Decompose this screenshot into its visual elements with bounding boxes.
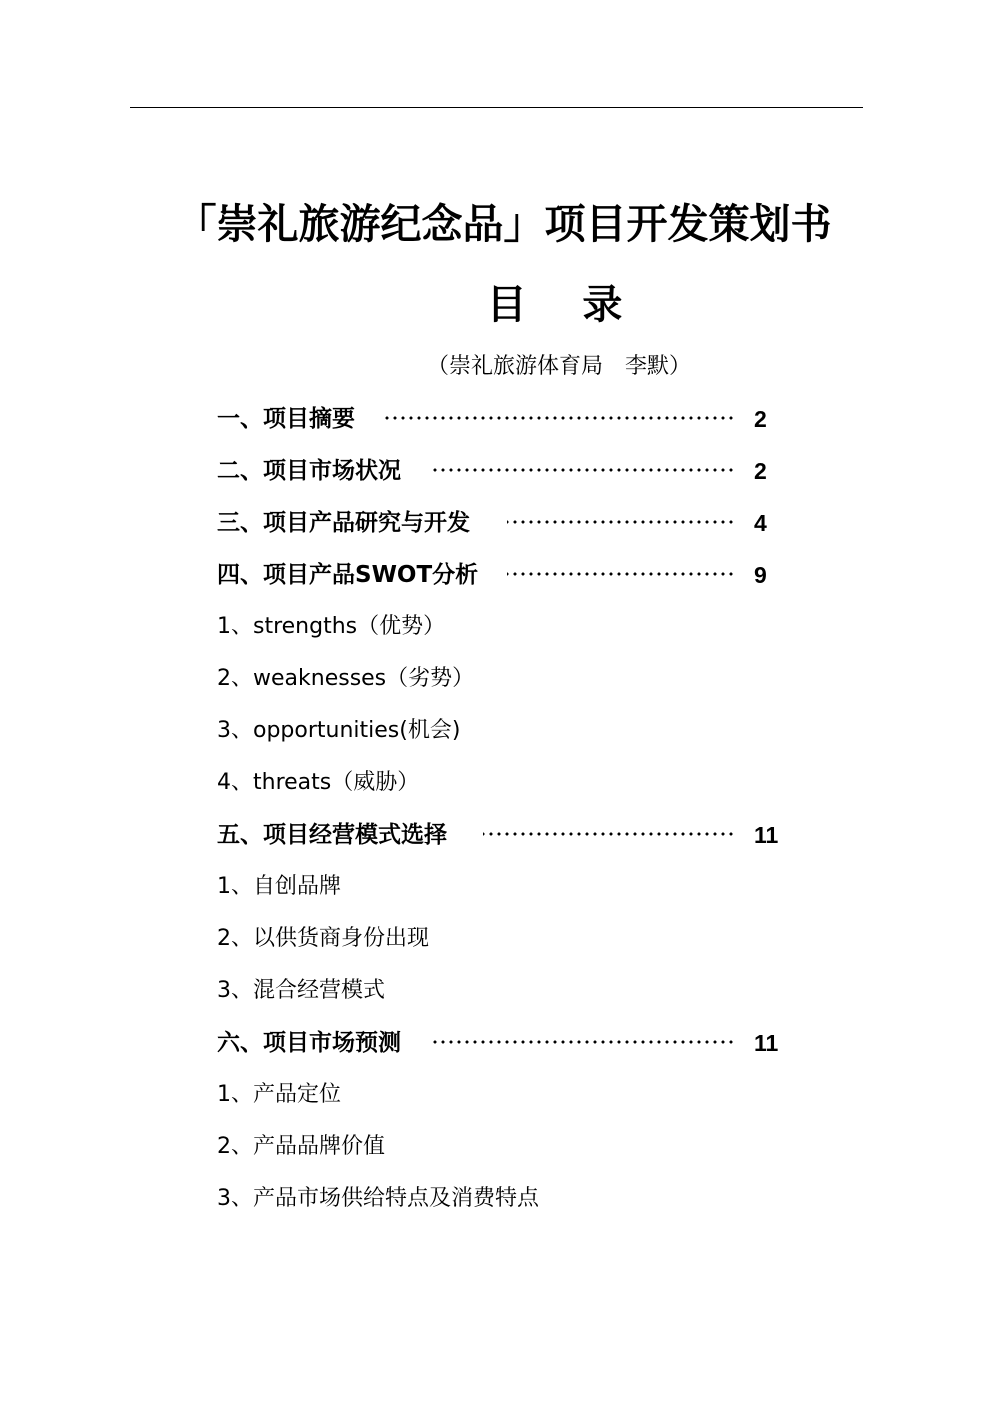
toc-subentry-5-1[interactable] bbox=[217, 870, 341, 904]
toc-page-number: 11 bbox=[754, 1030, 779, 1056]
toc-entry-label: 六、项目市场预测 bbox=[217, 1030, 401, 1056]
toc-dot-leader bbox=[383, 416, 735, 420]
toc-entry-4[interactable] bbox=[217, 558, 792, 592]
toc-subentry-label: 2、weaknesses（劣势） bbox=[217, 666, 475, 691]
toc-dot-leader bbox=[507, 520, 735, 524]
toc-entry-1[interactable] bbox=[217, 402, 792, 436]
toc-subentry-label: 1、strengths（优势） bbox=[217, 614, 446, 639]
toc-subentry-5-2[interactable] bbox=[217, 922, 429, 956]
toc-dot-leader bbox=[483, 832, 735, 836]
toc-page-number: 2 bbox=[754, 406, 767, 432]
toc-subentry-6-1[interactable] bbox=[217, 1078, 341, 1112]
toc-subentry-label: 1、自创品牌 bbox=[217, 874, 341, 899]
toc-dot-leader bbox=[431, 468, 735, 472]
toc-subentry-4-2[interactable] bbox=[217, 662, 474, 696]
toc-dot-leader bbox=[507, 572, 735, 576]
toc-page-number: 11 bbox=[754, 822, 779, 848]
document-title: 「崇礼旅游纪念品」项目开发策划书 bbox=[175, 200, 832, 248]
toc-heading: 目 录 bbox=[486, 282, 623, 328]
toc-page-number: 9 bbox=[754, 562, 767, 588]
toc-entry-3[interactable] bbox=[217, 506, 792, 540]
toc-subentry-label: 2、产品品牌价值 bbox=[217, 1134, 385, 1159]
toc-subentry-label: 3、产品市场供给特点及消费特点 bbox=[217, 1186, 539, 1211]
toc-subentry-4-4[interactable] bbox=[217, 766, 419, 800]
header-rule bbox=[130, 107, 863, 108]
author-line: （崇礼旅游体育局 李默） bbox=[427, 354, 692, 379]
toc-subentry-5-3[interactable] bbox=[217, 974, 385, 1008]
toc-entry-2[interactable] bbox=[217, 454, 792, 488]
toc-entry-label: 三、项目产品研究与开发 bbox=[217, 510, 470, 536]
toc-subentry-label: 2、以供货商身份出现 bbox=[217, 926, 429, 951]
toc-subentry-label: 1、产品定位 bbox=[217, 1082, 341, 1107]
toc-entry-label: 四、项目产品SWOT分析 bbox=[217, 562, 479, 588]
toc-entry-label: 二、项目市场状况 bbox=[217, 458, 401, 484]
toc-subentry-label: 3、opportunities(机会) bbox=[217, 718, 461, 743]
toc-dot-leader bbox=[431, 1040, 735, 1044]
toc-page-number: 2 bbox=[754, 458, 767, 484]
toc-subentry-4-3[interactable] bbox=[217, 714, 460, 748]
toc-subentry-6-2[interactable] bbox=[217, 1130, 385, 1164]
toc-subentry-6-3[interactable] bbox=[217, 1182, 539, 1216]
toc-entry-5[interactable] bbox=[217, 818, 792, 852]
toc-subentry-4-1[interactable] bbox=[217, 610, 445, 644]
toc-subentry-label: 3、混合经营模式 bbox=[217, 978, 385, 1003]
toc-entry-label: 五、项目经营模式选择 bbox=[217, 822, 447, 848]
toc-page-number: 4 bbox=[754, 510, 767, 536]
toc-entry-label: 一、项目摘要 bbox=[217, 406, 355, 432]
toc-entry-6[interactable] bbox=[217, 1026, 792, 1060]
toc-subentry-label: 4、threats（威胁） bbox=[217, 770, 420, 795]
